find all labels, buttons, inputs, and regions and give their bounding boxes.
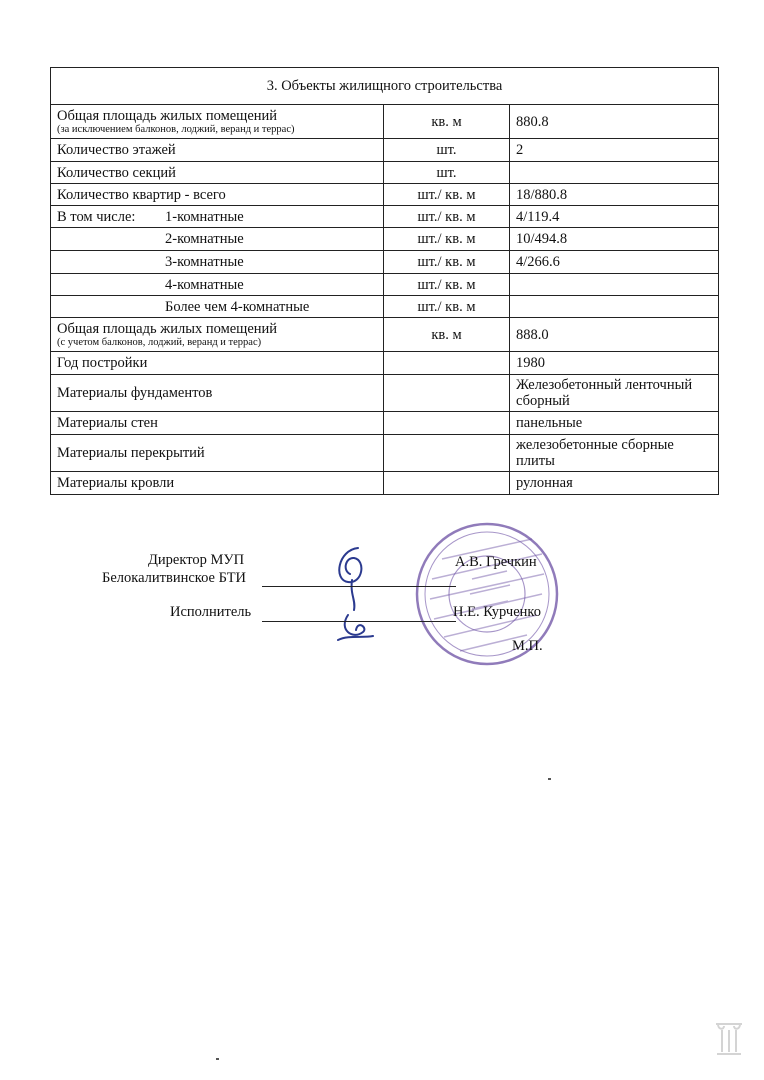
row-prefix: В том числе: — [57, 208, 136, 225]
row-unit: шт. — [384, 139, 510, 162]
row-label: Год постройки — [51, 352, 384, 375]
row-unit: шт./ кв. м — [384, 274, 510, 296]
table-row — [51, 251, 719, 274]
table-row — [51, 375, 719, 412]
row-label: 1-комнатные — [165, 208, 244, 225]
row-value: 10/494.8 — [510, 228, 719, 251]
row-label: Материалы кровли — [51, 472, 384, 495]
row-unit: шт./ кв. м — [384, 296, 510, 318]
table-row — [51, 184, 719, 206]
row-unit — [384, 352, 510, 375]
row-label-cell — [51, 296, 384, 318]
row-unit: шт./ кв. м — [384, 206, 510, 228]
row-label-cell — [51, 318, 384, 352]
row-value — [510, 162, 719, 184]
director-name: А.В. Гречкин — [455, 554, 537, 570]
table-row — [51, 352, 719, 375]
row-label: 4-комнатные — [165, 276, 244, 293]
row-value — [510, 296, 719, 318]
table-row — [51, 412, 719, 435]
row-value: железобетонные сборные плиты — [510, 435, 719, 472]
table-row — [51, 318, 719, 352]
row-label: Количество квартир - всего — [51, 184, 384, 206]
director-title-2: Белокалитвинское БТИ — [102, 570, 247, 586]
executor-signature-line — [262, 621, 456, 622]
row-label: Материалы перекрытий — [51, 435, 384, 472]
row-unit: шт./ кв. м — [384, 251, 510, 274]
section-title: 3. Объекты жилищного строительства — [51, 68, 719, 105]
table-row — [51, 139, 719, 162]
row-label: Материалы фундаментов — [51, 375, 384, 412]
scan-speck — [216, 1058, 219, 1060]
row-value: рулонная — [510, 472, 719, 495]
column-logo-icon — [712, 1018, 746, 1058]
row-label-cell — [51, 105, 384, 139]
table-row — [51, 296, 719, 318]
seal-mark-label: М.П. — [512, 638, 543, 654]
table-row — [51, 435, 719, 472]
row-value: 1980 — [510, 352, 719, 375]
row-label-cell — [51, 206, 384, 228]
row-label: Материалы стен — [51, 412, 384, 435]
row-unit: кв. м — [384, 318, 510, 352]
row-label: Общая площадь жилых помещений — [57, 320, 278, 337]
director-title-1: Директор МУП — [148, 552, 245, 568]
row-label: Количество этажей — [51, 139, 384, 162]
handwritten-signature — [318, 540, 388, 650]
row-value: 4/119.4 — [510, 206, 719, 228]
row-unit: кв. м — [384, 105, 510, 139]
row-value — [510, 274, 719, 296]
director-signature-line — [262, 586, 456, 587]
row-unit — [384, 375, 510, 412]
table-row — [51, 162, 719, 184]
table-row — [51, 472, 719, 495]
row-unit: шт. — [384, 162, 510, 184]
executor-name: Н.Е. Курченко — [453, 604, 541, 620]
row-unit — [384, 412, 510, 435]
table-row — [51, 228, 719, 251]
row-value: 888.0 — [510, 318, 719, 352]
executor-title: Исполнитель — [170, 604, 252, 620]
row-value: 2 — [510, 139, 719, 162]
row-unit — [384, 472, 510, 495]
scan-speck — [548, 778, 551, 780]
row-label-cell — [51, 228, 384, 251]
row-label: Более чем 4-комнатные — [165, 298, 310, 315]
row-value: 4/266.6 — [510, 251, 719, 274]
table-row — [51, 206, 719, 228]
housing-objects-table — [50, 67, 719, 495]
row-unit: шт./ кв. м — [384, 184, 510, 206]
table-title-row — [51, 68, 719, 105]
row-unit: шт./ кв. м — [384, 228, 510, 251]
table-row — [51, 105, 719, 139]
row-unit — [384, 435, 510, 472]
row-value: панельные — [510, 412, 719, 435]
row-label-cell — [51, 251, 384, 274]
row-label-cell — [51, 274, 384, 296]
row-label: Количество секций — [51, 162, 384, 184]
row-value: 880.8 — [510, 105, 719, 139]
row-value: 18/880.8 — [510, 184, 719, 206]
row-value: Железобетонный ленточный сборный — [510, 375, 719, 412]
row-label: 3-комнатные — [165, 254, 244, 270]
row-sublabel: (за исключением балконов, лоджий, веранд и террас) — [57, 123, 295, 135]
row-label: 2-комнатные — [165, 231, 244, 247]
row-label: Общая площадь жилых помещений — [57, 107, 278, 124]
table-row — [51, 274, 719, 296]
row-sublabel: (с учетом балконов, лоджий, веранд и террас) — [57, 336, 262, 348]
